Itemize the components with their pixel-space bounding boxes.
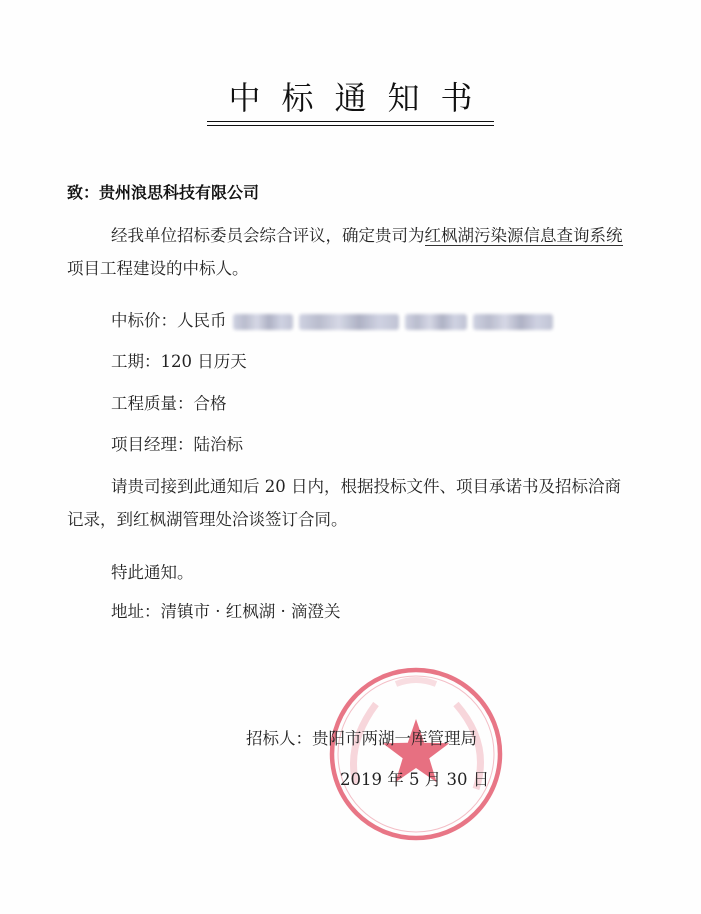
bid-price-label: 中标价：人民币 [111,311,227,330]
official-seal-icon [326,664,506,844]
redacted-amount-4 [473,314,553,330]
quality-line: 工程质量：合格 [111,394,227,413]
date-line: 2019 年 5 月 30 日 [340,770,490,789]
contract-paragraph: 请贵司接到此通知后 20 日内，根据投标文件、项目承诺书及招标洽商记录，到红枫湖管理处洽谈签订合同。 [67,477,621,529]
manager-line: 项目经理：陆治标 [111,435,243,454]
award-paragraph [67,219,637,285]
address-line: 地址：清镇市 · 红枫湖 · 滴澄关 [111,602,341,621]
redacted-amount-3 [405,314,467,330]
duration-line: 工期：120 日历天 [111,352,247,371]
redacted-amount-1 [233,314,293,330]
title-container [0,78,701,122]
issuer-line: 招标人：贵阳市两湖一库管理局 [246,729,477,748]
redacted-amount-2 [299,314,399,330]
notice-line: 特此通知。 [111,563,194,582]
bid-price-line [111,309,553,333]
award-text-before: 经我单位招标委员会综合评议，确定贵司为 [111,226,425,245]
recipient-line: 致：贵州浪思科技有限公司 [67,183,260,202]
award-text-after: 项目工程建设的中标人。 [67,259,249,278]
document-title: 中标通知书 [207,78,493,122]
project-name: 红枫湖污染源信息查询系统 [424,226,623,245]
